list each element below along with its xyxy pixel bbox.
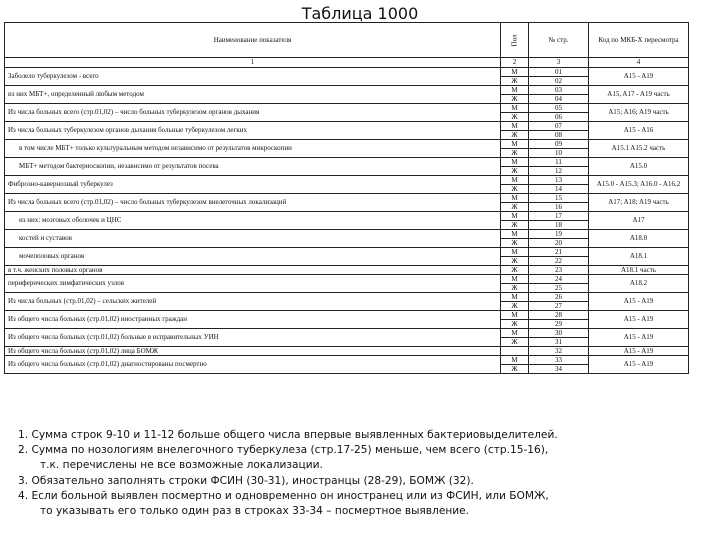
indicator-name: Из общего числа больных (стр.01,02) лица БОМЖ [5, 347, 501, 356]
row-number-cell: 08 [529, 131, 589, 140]
sex-cell: М [501, 176, 529, 185]
sex-cell: М [501, 104, 529, 113]
sex-cell: Ж [501, 221, 529, 230]
sex-cell: Ж [501, 113, 529, 122]
row-number-cell: 31 [529, 338, 589, 347]
table-row [5, 266, 689, 275]
header-sex: Пол [501, 23, 529, 58]
statistics-table [4, 22, 689, 374]
row-number-cell: 24 [529, 275, 589, 284]
indicator-name: Из общего числа больных (стр.01,02) иностранных граждан [5, 311, 501, 329]
sex-cell: Ж [501, 203, 529, 212]
sex-cell: Ж [501, 338, 529, 347]
row-number-cell: 06 [529, 113, 589, 122]
indicator-name: костей и суставов [5, 230, 501, 248]
note-text: 4. Если больной выявлен посмертно и одновременно он иностранец или из ФСИН, или БОМЖ, [18, 489, 549, 502]
row-number-cell: 04 [529, 95, 589, 104]
indicator-name: Из общего числа больных (стр.01,02) больные в исправительных УИН [5, 329, 501, 347]
icd-code-cell: A15.0 - A15.3; A16.0 - A16.2 [589, 176, 689, 194]
row-number-cell: 12 [529, 167, 589, 176]
notes-list [18, 428, 708, 519]
table-row [5, 347, 689, 356]
sex-cell: Ж [501, 131, 529, 140]
table-row [5, 140, 689, 149]
sex-cell: Ж [501, 266, 529, 275]
row-number-cell: 03 [529, 86, 589, 95]
indicator-name: Из числа больных туберкулезом органов дыхания больные туберкулезом легких [5, 122, 501, 140]
sex-cell: Ж [501, 149, 529, 158]
row-number-cell: 16 [529, 203, 589, 212]
icd-code-cell: A17; A18; A19 часть [589, 194, 689, 212]
row-number-cell: 05 [529, 104, 589, 113]
indicator-name: Заболело туберкулезом - всего [5, 68, 501, 86]
sex-cell: М [501, 248, 529, 257]
table-row [5, 158, 689, 167]
row-number-cell: 09 [529, 140, 589, 149]
icd-code-cell: A15; A16; A19 часть [589, 104, 689, 122]
row-number-cell: 02 [529, 77, 589, 86]
indicator-name: Из общего числа больных (стр.01,02) диагностированы посмертно [5, 356, 501, 374]
row-number-cell: 17 [529, 212, 589, 221]
row-number-cell: 26 [529, 293, 589, 302]
note-item [18, 428, 708, 443]
icd-code-cell: A17 [589, 212, 689, 230]
header-name: Наименование показателя [5, 23, 501, 58]
icd-code-cell: A15 - A19 [589, 347, 689, 356]
note-item [18, 489, 708, 519]
sex-cell: М [501, 329, 529, 338]
row-number-cell: 34 [529, 365, 589, 374]
table-row [5, 248, 689, 257]
row-number-cell: 29 [529, 320, 589, 329]
icd-code-cell: A15.1 A15.2 часть [589, 140, 689, 158]
table-row [5, 212, 689, 221]
sex-cell: М [501, 194, 529, 203]
sex-cell: М [501, 68, 529, 77]
icd-code-cell: A15 - A19 [589, 68, 689, 86]
icd-code-cell: A15 - A19 [589, 329, 689, 347]
indicator-name: в том числе МБТ+ только культуральным методом независимо от результатов микроскопии [5, 140, 501, 158]
row-number-cell: 33 [529, 356, 589, 365]
row-number-cell: 13 [529, 176, 589, 185]
row-number-cell: 19 [529, 230, 589, 239]
header-row: № стр. [529, 23, 589, 58]
sex-cell: Ж [501, 320, 529, 329]
sex-cell: Ж [501, 302, 529, 311]
table-row [5, 104, 689, 113]
note-item [18, 443, 708, 473]
icd-code-cell: A18.2 [589, 275, 689, 293]
note-item [18, 474, 708, 489]
icd-code-cell: A18.1 [589, 248, 689, 266]
sex-cell: Ж [501, 167, 529, 176]
table-row [5, 176, 689, 185]
table-row [5, 311, 689, 320]
row-number-cell: 27 [529, 302, 589, 311]
indicator-name: МБТ+ методом бактериоскопии, независимо от результатов посева [5, 158, 501, 176]
note-text: 2. Сумма по нозологиям внелегочного туберкулеза (стр.17-25) меньше, чем всего (стр.15-16), [18, 444, 549, 457]
row-number-cell: 11 [529, 158, 589, 167]
indicator-name: мочеполовых органов [5, 248, 501, 266]
table-row [5, 356, 689, 365]
sex-cell: М [501, 212, 529, 221]
sex-cell: Ж [501, 185, 529, 194]
indicator-name: в т.ч. женских половых органов [5, 266, 501, 275]
row-number-cell: 07 [529, 122, 589, 131]
sex-cell: М [501, 158, 529, 167]
column-number: 2 [501, 58, 529, 68]
sex-cell: М [501, 122, 529, 131]
table-row [5, 68, 689, 77]
row-number-cell: 32 [529, 347, 589, 356]
row-number-cell: 20 [529, 239, 589, 248]
row-number-cell: 22 [529, 257, 589, 266]
sex-cell: Ж [501, 257, 529, 266]
table-row [5, 122, 689, 131]
sex-cell [501, 347, 529, 356]
icd-code-cell: A15 - A19 [589, 293, 689, 311]
icd-code-cell: A15, A17 - A19 часть [589, 86, 689, 104]
table-row [5, 329, 689, 338]
note-continuation: то указывать его только один раз в строках 33-34 – посмертное выявление. [40, 505, 470, 518]
header-code: Код по МКБ-X пересмотра [589, 23, 689, 58]
indicator-name: Из числа больных всего (стр.01,02) – число больных туберкулезом органов дыхания [5, 104, 501, 122]
sex-cell: М [501, 86, 529, 95]
icd-code-cell: A15 - A19 [589, 356, 689, 374]
icd-code-cell: A15 - A19 [589, 311, 689, 329]
sex-cell: М [501, 140, 529, 149]
icd-code-cell: A18.0 [589, 230, 689, 248]
table-row [5, 293, 689, 302]
row-number-cell: 14 [529, 185, 589, 194]
note-text: 3. Обязательно заполнять строки ФСИН (30-31), иностранцы (28-29), БОМЖ (32). [18, 474, 474, 487]
sex-cell: М [501, 275, 529, 284]
icd-code-cell: A18.1 часть [589, 266, 689, 275]
table-row [5, 194, 689, 203]
note-text: 1. Сумма строк 9-10 и 11-12 больше общего числа впервые выявленных бактериовыделителей. [18, 429, 558, 441]
row-number-cell: 15 [529, 194, 589, 203]
sex-cell: Ж [501, 239, 529, 248]
table-row [5, 86, 689, 95]
column-number: 1 [5, 58, 501, 68]
row-number-cell: 21 [529, 248, 589, 257]
sex-cell: Ж [501, 95, 529, 104]
table-row [5, 230, 689, 239]
indicator-name: из них МБТ+, определенный любым методом [5, 86, 501, 104]
indicator-name: периферических лимфатических узлов [5, 275, 501, 293]
row-number-cell: 23 [529, 266, 589, 275]
sex-cell: М [501, 311, 529, 320]
indicator-name: Из числа больных (стр.01,02) – сельских жителей [5, 293, 501, 311]
indicator-name: Из числа больных всего (стр.01,02) – число больных туберкулезом внелегочных локализаций [5, 194, 501, 212]
icd-code-cell: A15 - A16 [589, 122, 689, 140]
sex-cell: М [501, 230, 529, 239]
row-number-cell: 28 [529, 311, 589, 320]
sex-cell: Ж [501, 77, 529, 86]
sex-cell: Ж [501, 365, 529, 374]
table-row [5, 275, 689, 284]
row-number-cell: 30 [529, 329, 589, 338]
column-number: 3 [529, 58, 589, 68]
indicator-name: Фиброзно-кавернозный туберкулез [5, 176, 501, 194]
row-number-cell: 25 [529, 284, 589, 293]
row-number-cell: 18 [529, 221, 589, 230]
row-number-cell: 10 [529, 149, 589, 158]
sex-cell: Ж [501, 284, 529, 293]
column-number: 4 [589, 58, 689, 68]
note-continuation: т.к. перечислены не все возможные локализации. [40, 459, 323, 472]
page-title: Таблица 1000 [301, 4, 419, 23]
column-number-row [5, 58, 689, 68]
sex-cell: М [501, 293, 529, 302]
icd-code-cell: A15.0 [589, 158, 689, 176]
sex-cell: М [501, 356, 529, 365]
row-number-cell: 01 [529, 68, 589, 77]
indicator-name: из них: мозговых оболочек и ЦНС [5, 212, 501, 230]
